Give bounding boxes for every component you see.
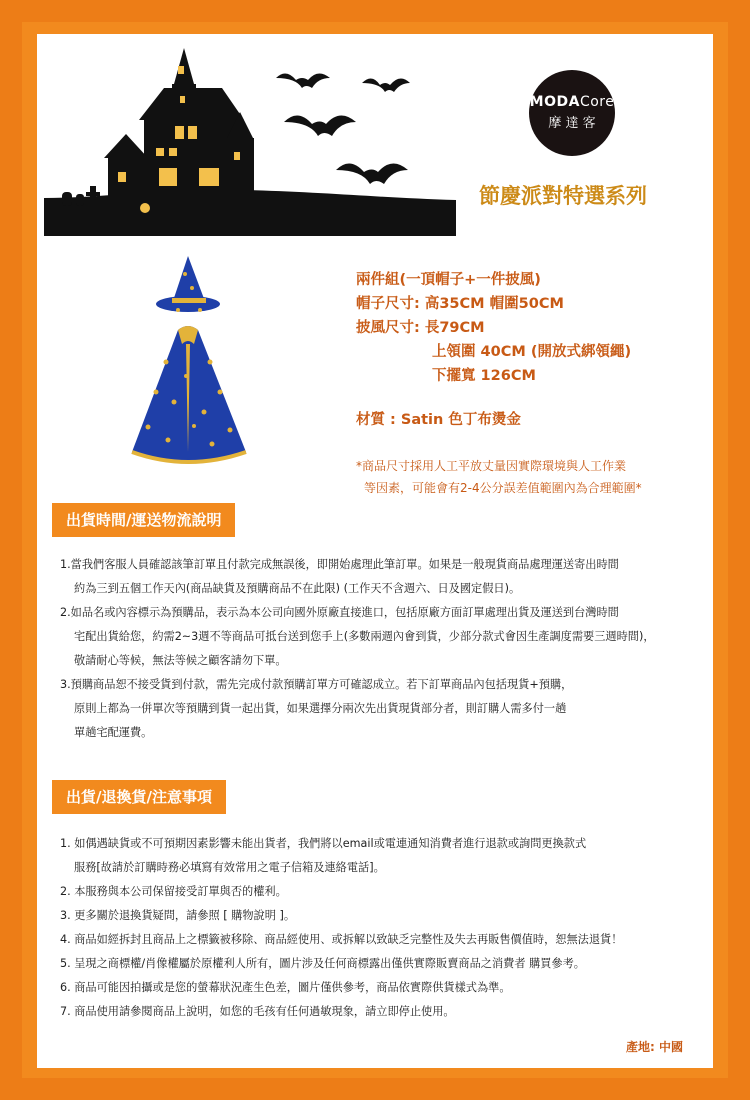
brand-name-bold: MODA (529, 94, 580, 110)
list-item: 原則上都為一併單次等預購到貨一起出貨，如果選擇分兩次先出貨現貨部分者，則訂購人需多付一趟 (74, 702, 567, 715)
series-title: 節慶派對特選系列 (479, 184, 647, 208)
spec-hem: 下擺寬 126CM (432, 368, 536, 384)
origin-label: 產地: 中國 (626, 1040, 683, 1054)
list-item: 服務[故請於訂購時務必填寫有效常用之電子信箱及連絡電話]。 (74, 861, 385, 874)
list-item: 約為三到五個工作天內(商品缺貨及預購商品不在此限) (工作天不含週六、日及國定假日)。 (74, 582, 521, 595)
spec-collar: 上領圍 40CM (開放式綁領繩) (432, 344, 632, 360)
list-item: 3. 更多關於退換貨疑問，請參照 [ 購物說明 ]。 (60, 909, 296, 922)
list-item: 1.當我們客服人員確認該筆訂單且付款完成無誤後，即開始處理此筆訂單。如果是一般現貨商品處理運送寄出時間 (60, 558, 619, 571)
list-item: 5. 呈現之商標權/肖像權屬於原權利人所有，圖片涉及任何商標露出僅供實際販賣商品之消費者 購買參考。 (60, 957, 585, 970)
list-item: 單趟宅配運費。 (74, 726, 153, 739)
spec-set: 兩件組(一頂帽子+一件披風) (356, 272, 541, 288)
product-image-witch-cape (128, 252, 268, 482)
list-item: 敬請耐心等候，無法等候之顧客請勿下單。 (74, 654, 287, 667)
list-item: 宅配出貨給您，約需2~3週不等商品可抵台送到您手上(多數兩週內會到貨，少部分款式會因生產調度需要三週時間)， (74, 630, 655, 643)
spec-hat-size: 帽子尺寸: 高35CM 帽圍50CM (356, 296, 564, 312)
list-item: 2. 本服務與本公司保留接受訂單與否的權利。 (60, 885, 287, 898)
spec-material: 材質 : Satin 色丁布燙金 (356, 412, 521, 428)
list-item: 7. 商品使用請參閱商品上說明，如您的毛孩有任何過敏現象，請立即停止使用。 (60, 1005, 455, 1018)
size-note-line-1: *商品尺寸採用人工平放丈量因實際環境與人工作業 (356, 459, 627, 473)
list-item: 3.預購商品恕不接受貨到付款，需先完成付款預購訂單方可確認成立。若下訂單商品內包括現貨+預購， (60, 678, 573, 691)
section-title-returns: 出貨/退換貨/注意事項 (52, 780, 226, 814)
returns-list (60, 832, 622, 1024)
list-item: 1. 如偶遇缺貨或不可預期因素影響未能出貨者，我們將以email或電連通知消費者進行退款或詢問更換款式 (60, 837, 587, 850)
spec-cape-size: 披風尺寸: 長79CM (356, 320, 485, 336)
shipping-list (60, 553, 655, 745)
list-item: 2.如品名或內容標示為預購品，表示為本公司向國外原廠直接進口，包括原廠方面訂單處理出貨及運送到台灣時間 (60, 606, 619, 619)
list-item: 6. 商品可能因拍攝或是您的螢幕狀況產生色差，圖片僅供參考，商品依實際供貨樣式為準。 (60, 981, 511, 994)
brand-name-thin: Core (579, 94, 615, 110)
brand-cn: 摩 達 客 (548, 116, 596, 131)
haunted-house-illustration (44, 48, 456, 236)
list-item: 4. 商品如經拆封且商品上之標籤被移除、商品經使用、或拆解以致缺乏完整性及失去再販售價值時，恕無法退貨！ (60, 933, 623, 946)
section-title-shipping: 出貨時間/運送物流說明 (52, 503, 235, 537)
size-note-line-2: 等因素，可能會有2-4公分誤差值範圍內為合理範圍* (364, 481, 642, 495)
brand-logo (529, 70, 615, 156)
